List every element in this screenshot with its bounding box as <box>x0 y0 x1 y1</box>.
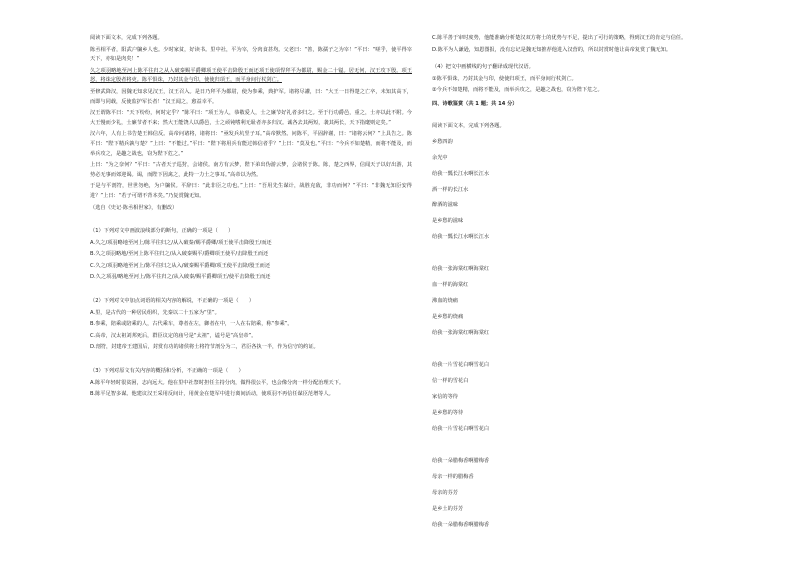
poem-stanza-gap <box>432 249 762 259</box>
question-2-option-d: D.剖符，封建帝王建国后，封赏有功的诸侯将士将符节剖分为二，君臣各执一半，作为信守的约证。 <box>90 344 319 351</box>
poem-line: 家信的等待 <box>432 394 458 401</box>
poem-line: 给我一瓢长江水啊长江水 <box>432 170 490 177</box>
passage-paragraph-5: 汉六年，人有上书告楚王韩信反。高帝问诸将，诸将曰：“亟发兵坑竖子耳。”高帝默然。问陈平，平固辞谢，曰：“诸将云何？”上具告之。陈平曰：“陛下精兵孰与楚？”上曰：“不能过。”平曰：“陛下将用兵有能过韩信者乎？”上曰：“莫及也。”平曰：“今兵不如楚精，而将不能及，而举兵攻之，是趣之战也，窃为陛下危之。” <box>90 131 412 157</box>
poem-line: 母亲的芬芳 <box>432 490 458 497</box>
left-column <box>90 34 412 402</box>
question-3-option-b: B.陈平足智多谋。他建议汉王采用反间计，用黄金在楚军中进行离间活动，使项羽不再信任谋臣范增等人。 <box>90 391 334 398</box>
right-column <box>432 34 762 537</box>
question-3-option-d: D.陈平为人谦逊，知恩图报，没有忘记是魏无知推荐他进入汉营的，所以封赏时他让高帝复赏了魏无知。 <box>432 46 672 53</box>
poem-body <box>432 170 762 531</box>
question-2: （2）下列对文中加点词语的相关内容的解说，不正确的一项是（ ） <box>90 298 255 305</box>
poem-intro: 阅读下面文本，完成下列各题。 <box>432 122 505 129</box>
question-2-option-a: A.里，是古代的一种居民组织，先秦以二十五家为“里”。 <box>90 309 220 316</box>
passage-paragraph-6: 上曰：“为之奈何？”平曰：“古者天子巡狩，会诸侯。南方有云梦，陛下弟出伪游云梦，会诸侯于陈。陈，楚之西界，信闻天子以好出游，其势必无事而郊迎谒。谒，而陛下因禽之，此特一力士之事耳。”高帝以为然。 <box>90 162 412 178</box>
poem-line: 母亲一样的腊梅香 <box>432 474 474 481</box>
question-3-option-c: C.陈平善于审时度势，他能准确分析楚汉双方将士的优势与不足，提出了可行的策略，得到汉王的肯定与信任。 <box>432 35 687 41</box>
poem-title: 乡愁四韵 <box>432 138 453 145</box>
poem-line: 给我一张海棠红啊海棠红 <box>432 266 490 273</box>
poem-line: 血一样的海棠红 <box>432 282 469 289</box>
question-1-option-c: C.久之/项羽略地至河上/陈平往归之从入/破秦赐平爵卿/项王使平击降/殷王而还 <box>90 262 271 269</box>
poem-line: 醉酒的滋味 <box>432 202 458 209</box>
question-2-option-b: B.参乘，陪乘或陪乘的人，古代乘车，尊者在左，御者在中，一人在右陪乘，称“参乘”。 <box>90 321 293 328</box>
poem-line: 沸血的烧痛 <box>432 298 458 305</box>
poem-stanza-gap <box>432 441 762 451</box>
poem-author: 余光中 <box>432 154 448 161</box>
question-1-option-d: D.久之项羽/略地至河上/陈平往归之/从入破秦/赐平爵卿项王/使平击降殷王而还 <box>90 274 271 281</box>
poem-line: 给我一片雪花白啊雪花白 <box>432 426 490 433</box>
passage-paragraph-2: 久之项羽略地至河上陈平往归之从入破秦赐平爵卿项王使平击降殷王而还项王使项悍拜平为都尉，赐金二十镒。居无何，汉王攻下殷。项王怒，将诛定殷者将吏。陈平惧诛，乃封其金与印，使使归项王，而平身间行杖剑亡。 <box>90 67 412 84</box>
section-heading: 四、诗歌鉴赏（共 1 题；共 14 分） <box>432 100 518 107</box>
passage-paragraph-1: 陈丞相平者，阳武户牖乡人也。少时家贫，好读书。里中社，平为宰，分肉食甚均。父老曰：“善，陈孺子之为宰！”平曰：“嗟乎，使平得宰天下，亦如是肉矣！” <box>90 46 412 63</box>
passage-paragraph-4: 汉王谓陈平曰：“天下纷纷，何时定乎？”陈平曰：“项王为人，恭敬爱人，士之廉节好礼者多归之。至于行功爵邑，重之，士亦以此不附。今大王慢而少礼，士廉节者不来；然大王能饶人以爵邑，士之顽钝嗜利无耻者亦多归汉。诚各去其两短，袭其两长，天下指麾则定矣。” <box>90 110 412 126</box>
passage-paragraph-3: 至修武降汉，因魏无知求见汉王，汉王召入。是日乃拜平为都尉，使为参乘，典护军。诸将尽讙，曰：“大王一日得楚之亡卒，未知其高下，而即与同载，反使监护军长者！”汉王闻之，愈益幸平。 <box>90 88 412 105</box>
poem-line: 给我一瓢长江水啊长江水 <box>432 234 490 241</box>
poem-line: 是乡土的芬芳 <box>432 506 464 513</box>
question-2-option-c: C.高帝，汉太祖刘邦死后，群臣议定的庙号是“太祖”，谥号是“高皇帝”。 <box>90 332 257 339</box>
passage-paragraph-7: 于是与平剖符，世世勿绝，为户牖侯。平辞曰：“此非臣之功也。”上曰：“吾用先生谋计，战胜克敌，非功而何？”平曰：“非魏无知臣安得进？”上曰：“若子可谓不背本矣。”乃复赏魏无知。 <box>90 183 412 199</box>
poem-line: 给我一张海棠红啊海棠红 <box>432 330 490 337</box>
poem-line: 是乡愁的滋味 <box>432 218 464 225</box>
question-4: （4）把文中画横线的句子翻译成现代汉语。 <box>432 64 534 71</box>
question-4-sentence-1: ①陈平惧诛，乃封其金与印，使使归项王，而平身间行杖剑亡。 <box>432 75 577 82</box>
poem-line: 给我一朵腊梅香啊腊梅香 <box>432 458 490 465</box>
question-1-option-a: A.久之/项羽略地至河上/陈平往归之/从入破秦/赐平爵卿/项王使平击降殷王/而还 <box>90 239 272 246</box>
question-1: （1）下列对文中画波浪线部分的断句，正确的一项是（ ） <box>90 228 234 235</box>
poem-line: 是乡愁的等待 <box>432 410 464 417</box>
reading-intro: 阅读下面文本，完成下列各题。 <box>90 35 163 41</box>
question-3: （3）下列对原文有关内容的概括和分析，不正确的一项是（ ） <box>90 368 244 375</box>
poem-line: 是乡愁的烧痛 <box>432 314 464 321</box>
poem-line: 酒一样的长江水 <box>432 186 469 193</box>
question-4-sentence-2: ②今兵不如楚精，而将不能及，而举兵攻之，是趣之战也，窃为陛下危之。 <box>432 87 603 94</box>
question-1-option-b: B.久之项羽略地/至河上陈平往归之/从入破秦赐平/爵卿项王使平/击降殷王而还 <box>90 251 269 258</box>
poem-line: 给我一片雪花白啊雪花白 <box>432 362 490 369</box>
question-3-option-a: A.陈平年轻时很贫困，志向远大。他在里中社祭时担任主持分肉，做得很公平，也会像分肉一样分配治理天下。 <box>90 379 345 386</box>
poem-line: 信一样的雪花白 <box>432 378 469 385</box>
poem-stanza-gap <box>432 345 762 355</box>
passage-source: （选自《史记·陈丞相世家》，有删改） <box>90 204 178 211</box>
poem-line: 给我一朵腊梅香啊腊梅香 <box>432 522 490 529</box>
